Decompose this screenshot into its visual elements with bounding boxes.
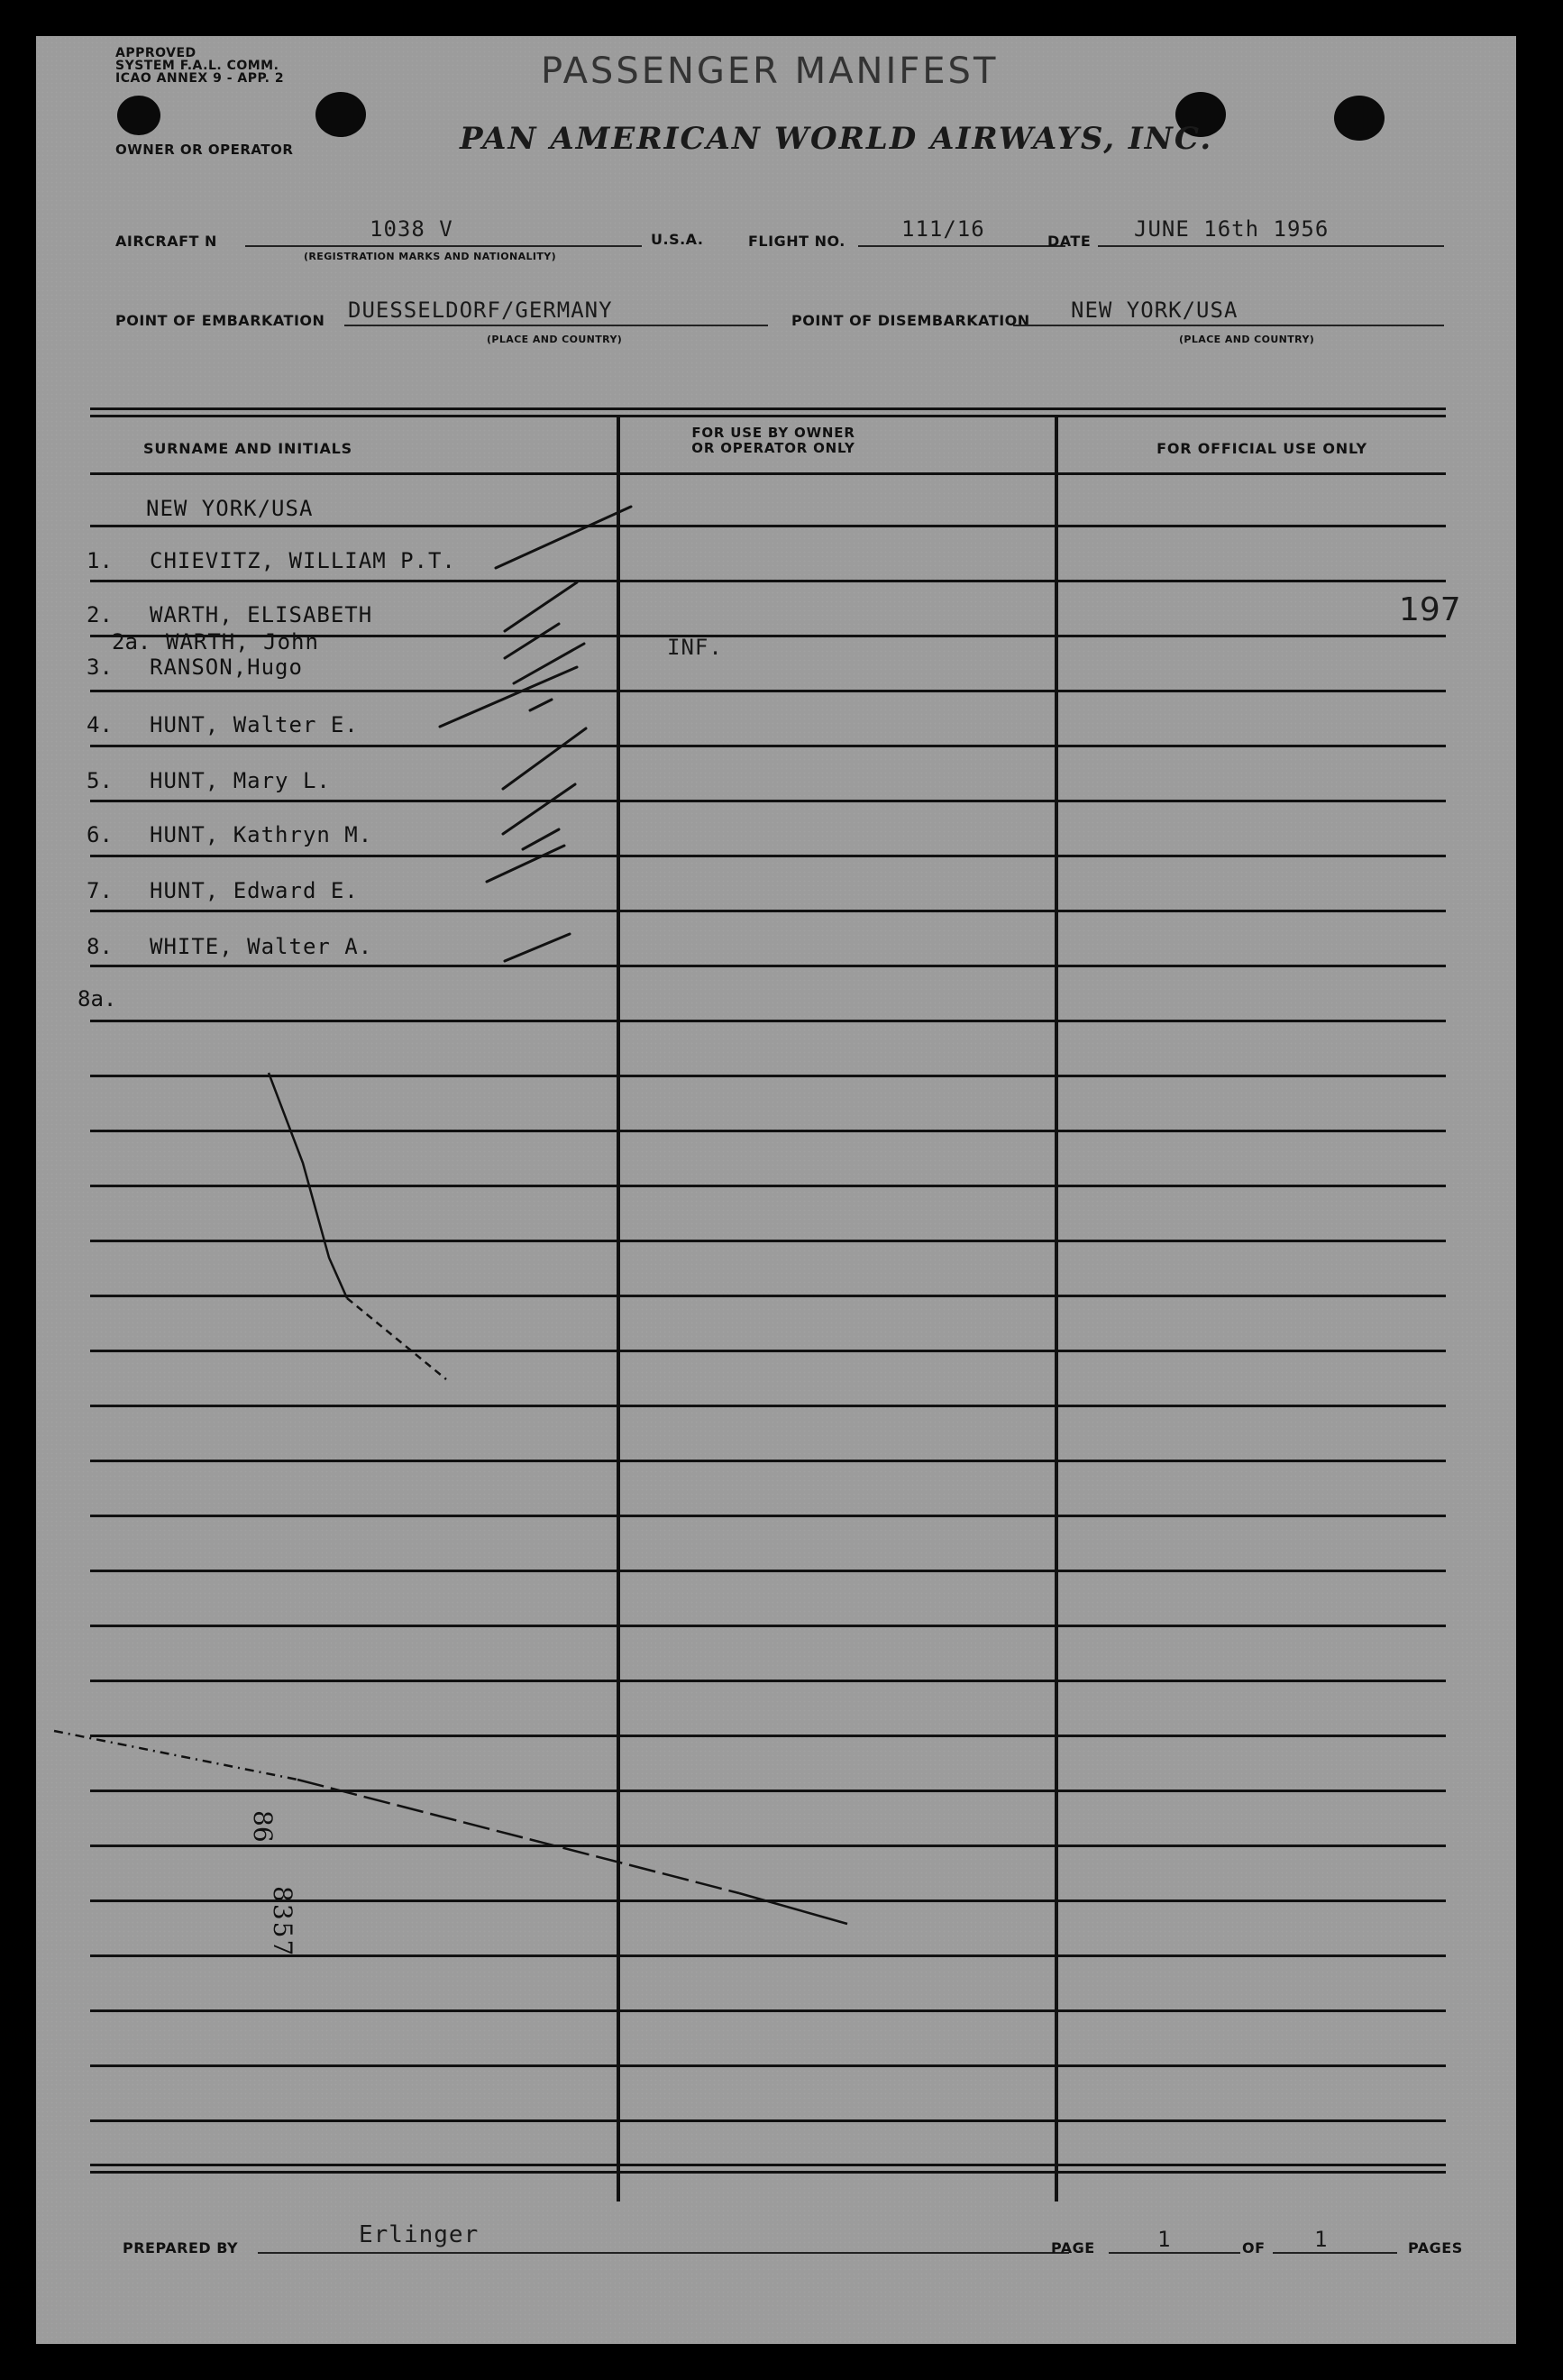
row-line (90, 1075, 1446, 1077)
column-divider (617, 415, 620, 2202)
passenger-number: 8. (87, 934, 113, 959)
manifest-page (36, 36, 1516, 2344)
row-line (90, 580, 1446, 582)
row-line (90, 1844, 1446, 1847)
row-line (90, 910, 1446, 912)
prepared-label: PREPARED BY (123, 2239, 239, 2256)
passenger-name: RANSON,Hugo (150, 654, 303, 680)
form-title: PASSENGER MANIFEST (541, 50, 999, 92)
aircraft-country: U.S.A. (651, 231, 704, 248)
row-line (90, 1515, 1446, 1517)
row-line (90, 690, 1446, 692)
passenger-number: 6. (87, 822, 113, 847)
page-label: PAGE (1051, 2239, 1095, 2256)
row-line (90, 525, 1446, 527)
page-value: 1 (1157, 2227, 1172, 2252)
pages-label: PAGES (1408, 2239, 1463, 2256)
column-header-owner-use (602, 426, 945, 456)
flight-label: FLIGHT NO. (748, 233, 845, 250)
passenger-number: 8a. (78, 986, 117, 1012)
passenger-name: HUNT, Mary L. (150, 768, 331, 793)
pen-marks (36, 36, 1516, 2344)
aircraft-label: AIRCRAFT N (115, 233, 217, 250)
row-line (90, 1735, 1446, 1737)
row-line (90, 1020, 1446, 1022)
approval-line: SYSTEM F.A.L. COMM. (115, 59, 279, 73)
row-line (90, 745, 1446, 747)
passenger-number: 7. (87, 878, 113, 903)
passenger-name: WARTH, John (166, 629, 319, 654)
embarkation-label: POINT OF EMBARKATION (115, 312, 325, 329)
row-line (90, 1295, 1446, 1297)
of-value: 1 (1314, 2227, 1329, 2252)
binder-hole (1334, 96, 1385, 141)
passenger-name: HUNT, Walter E. (150, 712, 359, 737)
row-line (90, 855, 1446, 857)
approval-line: APPROVED (115, 46, 197, 60)
row-line (90, 800, 1446, 802)
row-line (90, 965, 1446, 967)
binder-hole (315, 92, 366, 137)
prepared-value: Erlinger (359, 2221, 480, 2248)
aircraft-sublabel: (REGISTRATION MARKS AND NATIONALITY) (304, 251, 557, 262)
binder-hole (117, 96, 160, 135)
margin-number: 8357 (268, 1886, 297, 1958)
row-line (90, 1680, 1446, 1682)
of-label: OF (1242, 2239, 1266, 2256)
passenger-name: WARTH, ELISABETH (150, 602, 373, 627)
destination-heading: NEW YORK/USA (146, 496, 314, 521)
passenger-number: 4. (87, 712, 113, 737)
date-label: DATE (1047, 233, 1092, 250)
owner-label: OWNER OR OPERATOR (115, 142, 294, 158)
row-line (90, 2009, 1446, 2012)
passenger-name: CHIEVITZ, WILLIAM P.T. (150, 548, 456, 573)
passenger-name: HUNT, Edward E. (150, 878, 359, 903)
owner-value: PAN AMERICAN WORLD AIRWAYS, INC. (460, 121, 1213, 157)
row-line (90, 1625, 1446, 1627)
margin-number: 86 (248, 1810, 278, 1843)
row-line (90, 2064, 1446, 2067)
infant-note: INF. (667, 635, 723, 660)
embarkation-sublabel: (PLACE AND COUNTRY) (487, 334, 623, 345)
row-line (90, 1460, 1446, 1462)
flight-value: 111/16 (901, 216, 985, 242)
row-line (90, 1130, 1446, 1132)
passenger-number: 2. (87, 602, 113, 627)
passenger-name: HUNT, Kathryn M. (150, 822, 373, 847)
row-line (90, 2119, 1446, 2122)
column-header-surname: SURNAME AND INITIALS (143, 440, 352, 457)
row-line (90, 1350, 1446, 1352)
disembarkation-sublabel: (PLACE AND COUNTRY) (1179, 334, 1315, 345)
row-line (90, 1185, 1446, 1187)
disembarkation-value: NEW YORK/USA (1071, 298, 1239, 323)
disembarkation-label: POINT OF DISEMBARKATION (791, 312, 1030, 329)
date-value: JUNE 16th 1956 (1134, 216, 1330, 242)
row-line (90, 1570, 1446, 1572)
row-line (90, 1240, 1446, 1242)
column-divider (1055, 415, 1058, 2202)
embarkation-value: DUESSELDORF/GERMANY (348, 298, 613, 323)
passenger-number: 2a. (112, 629, 151, 654)
row-line (90, 1790, 1446, 1792)
approval-stamp (115, 47, 284, 85)
official-number: 197 (1399, 591, 1461, 628)
approval-line: ICAO ANNEX 9 - APP. 2 (115, 71, 285, 86)
owner-use-line: FOR USE BY OWNER (691, 425, 855, 441)
row-line (90, 1405, 1446, 1407)
passenger-number: 1. (87, 548, 113, 573)
passenger-number: 5. (87, 768, 113, 793)
passenger-name: WHITE, Walter A. (150, 934, 373, 959)
column-header-official: FOR OFFICIAL USE ONLY (1156, 440, 1367, 457)
passenger-number: 3. (87, 654, 113, 680)
owner-use-line: OR OPERATOR ONLY (691, 440, 855, 456)
aircraft-value: 1038 V (370, 216, 453, 242)
